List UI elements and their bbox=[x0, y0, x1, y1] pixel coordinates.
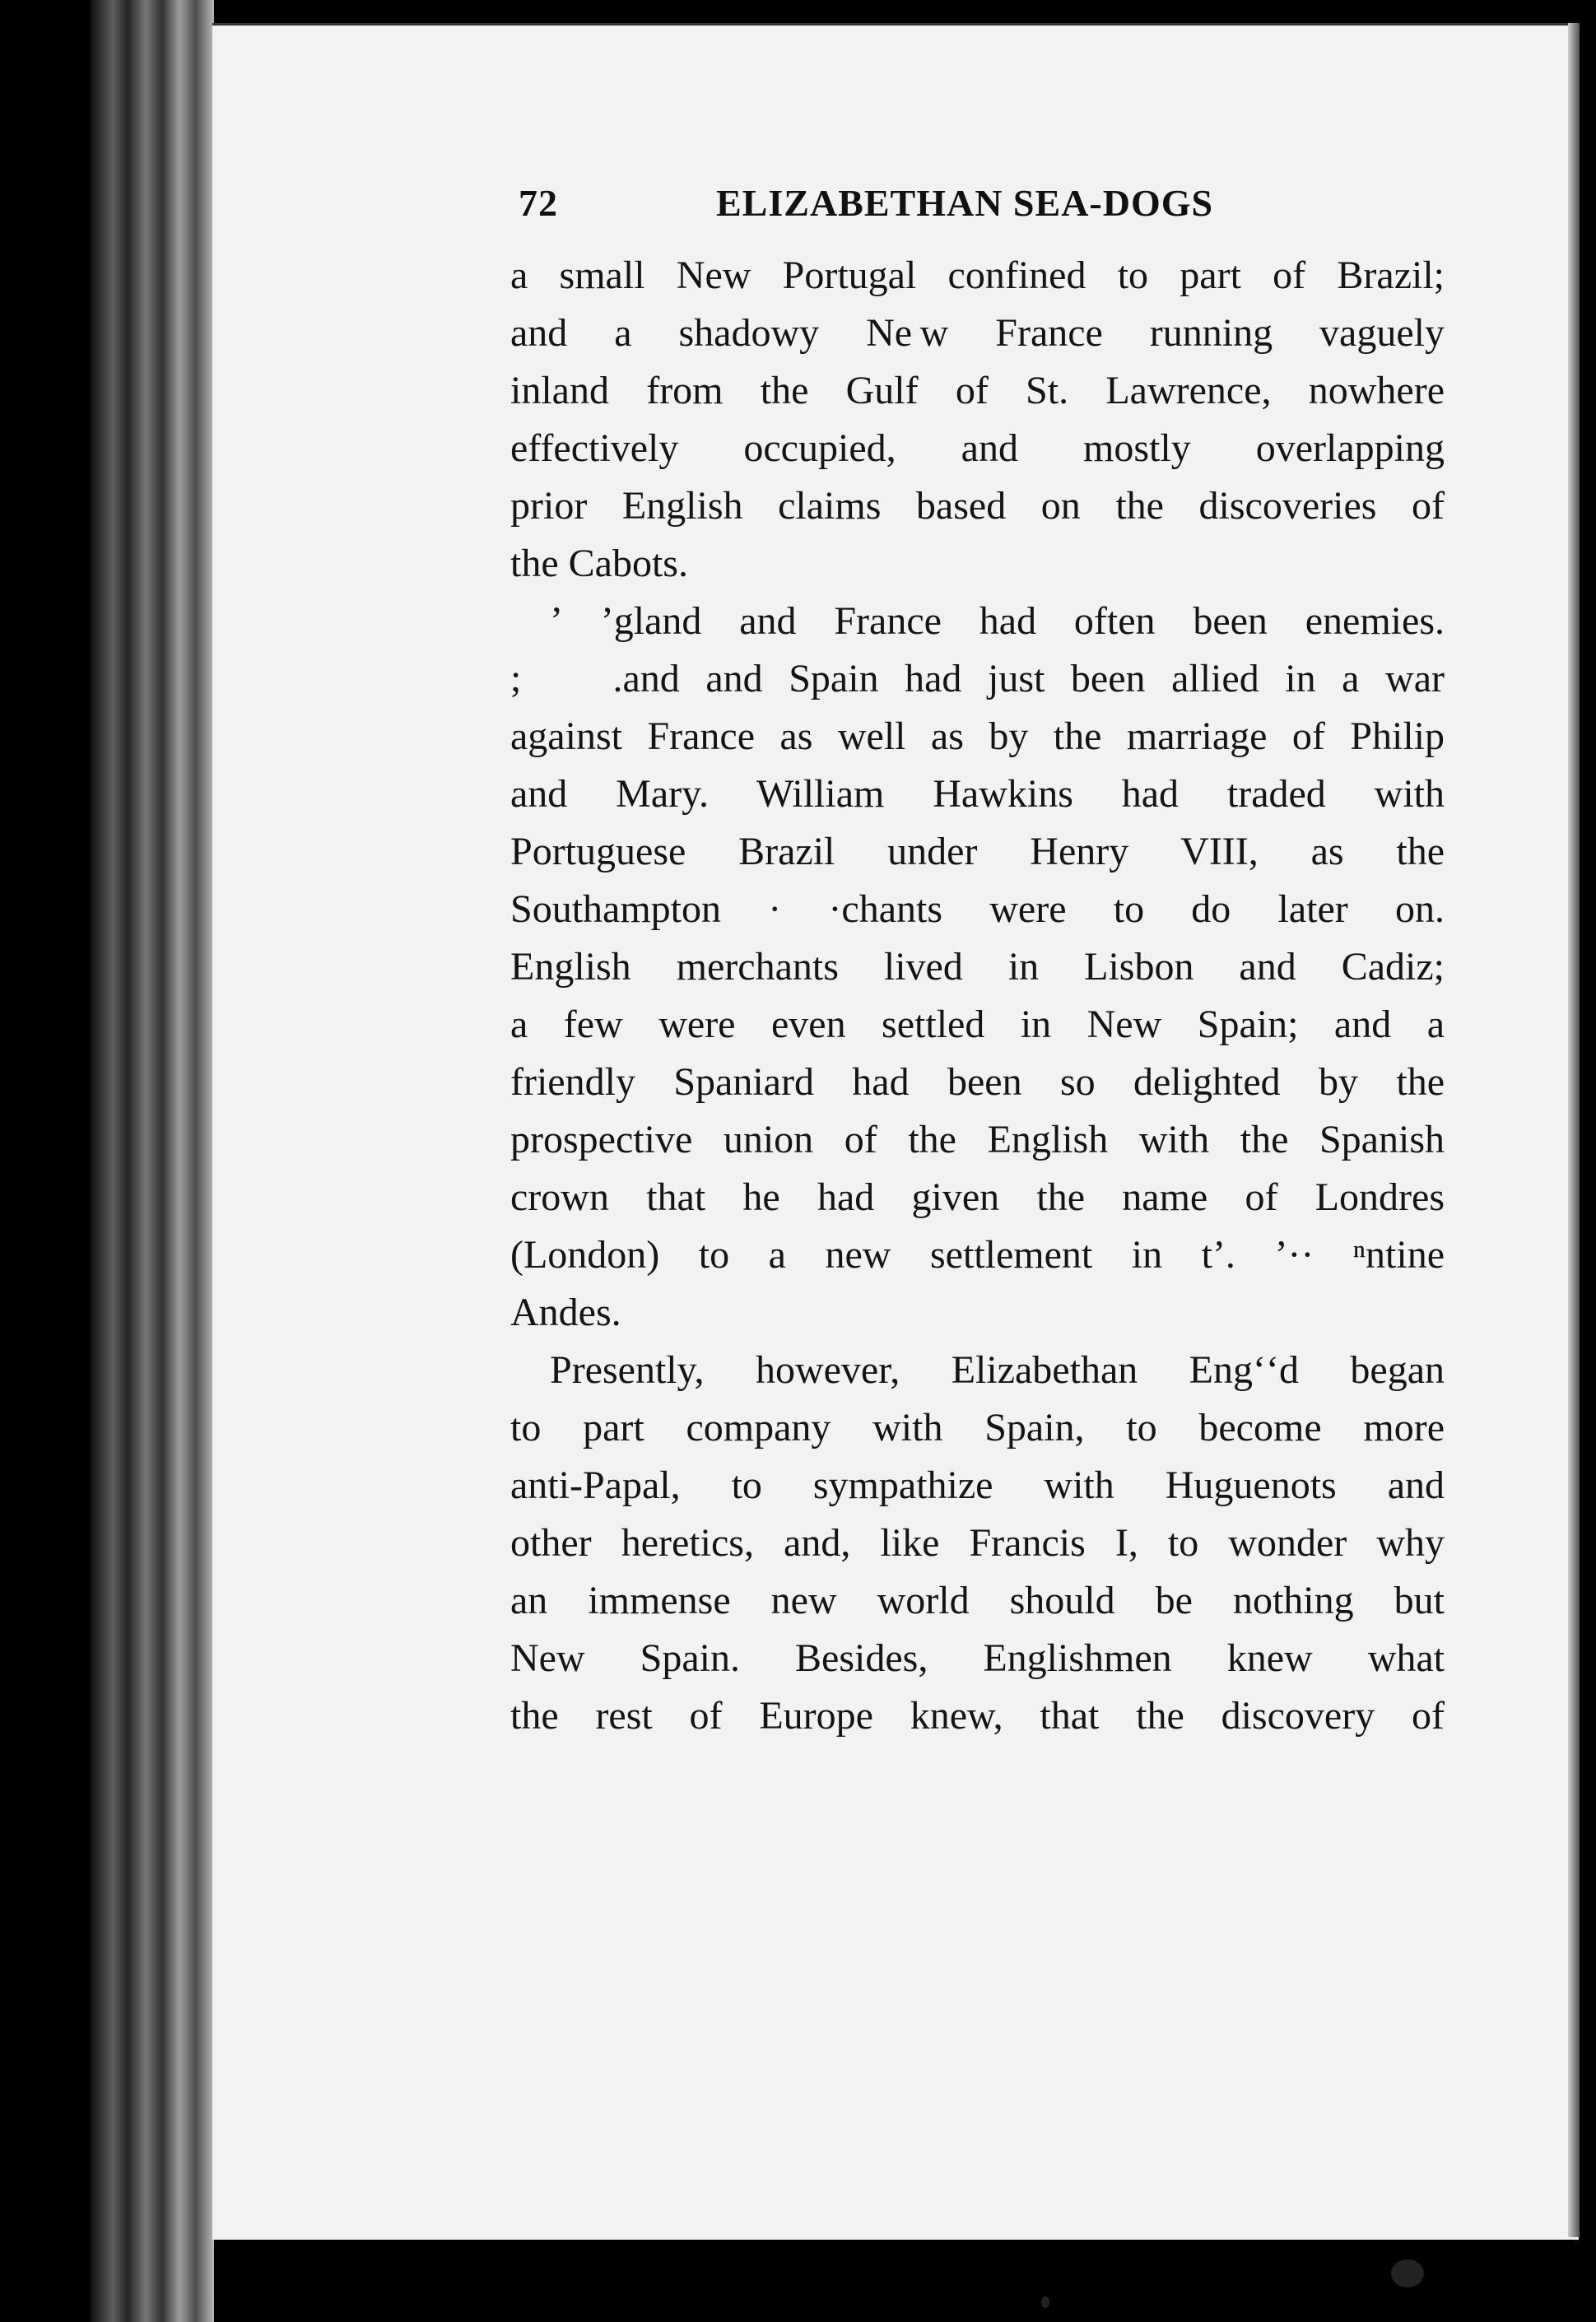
text-line: anti-Papal, to sympathize with Huguenots and bbox=[510, 1463, 1445, 1507]
text-line: ʼ ’gland and France had often been enemies. bbox=[550, 599, 1445, 643]
page-number: 72 bbox=[519, 182, 558, 224]
scan-smudge bbox=[1391, 2259, 1424, 2287]
running-head bbox=[519, 181, 1440, 230]
scan-smudge bbox=[1041, 2296, 1049, 2308]
text-line: prior English claims based on the discoveries of bbox=[510, 484, 1445, 528]
text-line: New Spain. Besides, Englishmen knew what bbox=[510, 1636, 1445, 1680]
page-edge bbox=[1568, 23, 1580, 2237]
text-line: a small New Portugal confined to part of Brazil; bbox=[510, 254, 1445, 297]
text-line: and Mary. William Hawkins had traded with bbox=[510, 772, 1445, 816]
text-line: and a shadowy Ne w France running vaguely bbox=[510, 311, 1445, 355]
text-line: Portuguese Brazil under Henry VIII, as the bbox=[510, 830, 1445, 873]
text-line: inland from the Gulf of St. Lawrence, nowhere bbox=[510, 369, 1445, 412]
running-title: ELIZABETHAN SEA-DOGS bbox=[716, 182, 1214, 224]
text-line: English merchants lived in Lisbon and Cadiz; bbox=[510, 945, 1445, 989]
text-line: Presently, however, Elizabethan Engʻʻd began bbox=[550, 1348, 1445, 1392]
text-line: to part company with Spain, to become more bbox=[510, 1406, 1445, 1450]
text-line: crown that he had given the name of Londres bbox=[510, 1175, 1445, 1219]
text-line: an immense new world should be nothing but bbox=[510, 1579, 1445, 1622]
text-line: (London) to a new settlement in tʼ. ʼ·· ⁿntine bbox=[510, 1233, 1445, 1277]
text-line: effectively occupied, and mostly overlapping bbox=[510, 426, 1445, 470]
body-text bbox=[510, 247, 1445, 1745]
text-line: the Cabots. bbox=[510, 542, 688, 585]
text-line: friendly Spaniard had been so delighted by the bbox=[510, 1060, 1445, 1104]
book-gutter bbox=[91, 0, 214, 2322]
text-line: ; .and and Spain had just been allied in a war bbox=[510, 657, 1445, 700]
text-line: the rest of Europe knew, that the discovery of bbox=[510, 1694, 1445, 1738]
text-line: Andes. bbox=[510, 1291, 621, 1334]
text-line: other heretics, and, like Francis I, to wonder why bbox=[510, 1521, 1445, 1565]
text-line: Southampton · ·chants were to do later on. bbox=[510, 887, 1445, 931]
text-line: a few were even settled in New Spain; and a bbox=[510, 1003, 1445, 1046]
text-line: prospective union of the English with the Spanish bbox=[510, 1118, 1445, 1161]
text-line: against France as well as by the marriage of Philip bbox=[510, 714, 1445, 758]
